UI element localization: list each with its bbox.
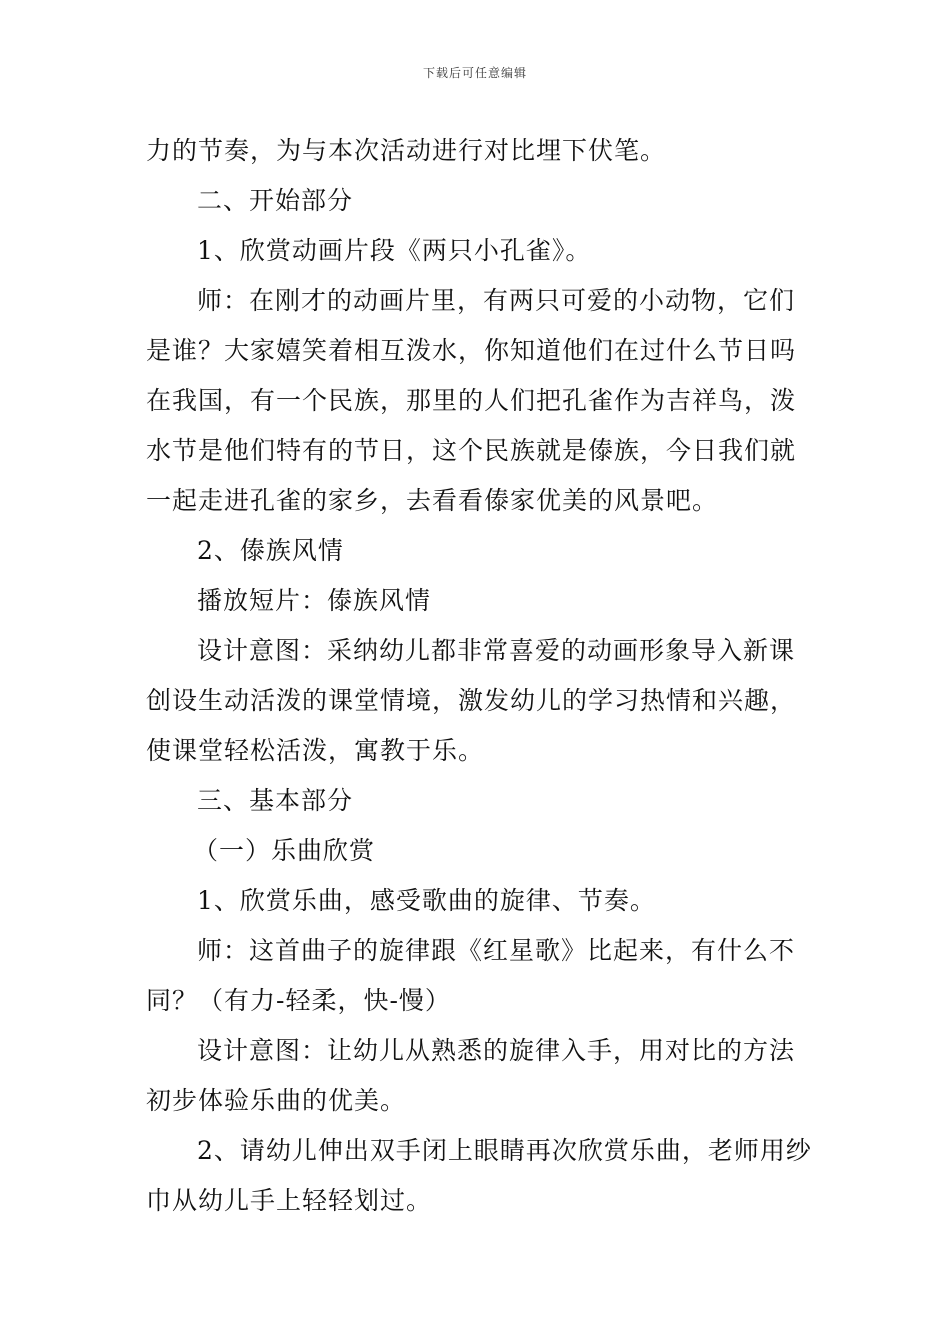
paragraph-line: 设计意图：采纳幼儿都非常喜爱的动画形象导入新课 — [197, 636, 796, 665]
paragraph-line: 设计意图：让幼儿从熟悉的旋律入手，用对比的方法 — [197, 1036, 796, 1065]
paragraph-line: 播放短片：傣族风情 — [197, 586, 432, 615]
paragraph-line: 在我国，有一个民族，那里的人们把孔雀作为吉祥鸟，泼 — [146, 386, 797, 415]
paragraph-line: 师：这首曲子的旋律跟《红星歌》比起来，有什么不 — [197, 936, 796, 965]
paragraph-line: 使课堂轻松活泼，寓教于乐。 — [146, 736, 485, 765]
item-heading: 1、欣赏动画片段《两只小孔雀》。 — [197, 236, 592, 265]
subsection-heading: （一）乐曲欣赏 — [193, 836, 376, 865]
item-heading: 2、傣族风情 — [197, 536, 344, 565]
paragraph-line: 师：在刚才的动画片里，有两只可爱的小动物，它们 — [197, 286, 796, 315]
page-header: 下载后可任意编辑 — [422, 66, 527, 80]
paragraph-line: 初步体验乐曲的优美。 — [146, 1086, 407, 1115]
paragraph-line: 同？（有力-轻柔，快-慢） — [146, 986, 451, 1015]
section-heading: 二、开始部分 — [197, 186, 354, 215]
paragraph-line: 水节是他们特有的节日，这个民族就是傣族，今日我们就 — [146, 436, 797, 465]
item-heading: 2、请幼儿伸出双手闭上眼睛再次欣赏乐曲，老师用纱 — [197, 1136, 812, 1165]
document-body — [146, 126, 811, 1226]
paragraph-line: 创设生动活泼的课堂情境，激发幼儿的学习热情和兴趣， — [146, 686, 797, 715]
paragraph-line: 一起走进孔雀的家乡，去看看傣家优美的风景吧。 — [146, 486, 719, 515]
item-heading: 1、欣赏乐曲，感受歌曲的旋律、节奏。 — [197, 886, 656, 915]
section-heading: 三、基本部分 — [197, 786, 354, 815]
paragraph-line: 力的节奏，为与本次活动进行对比埋下伏笔。 — [146, 136, 667, 165]
paragraph-line: 巾从幼儿手上轻轻划过。 — [146, 1186, 433, 1215]
paragraph-line: 是谁？大家嬉笑着相互泼水，你知道他们在过什么节日吗 — [146, 336, 797, 365]
